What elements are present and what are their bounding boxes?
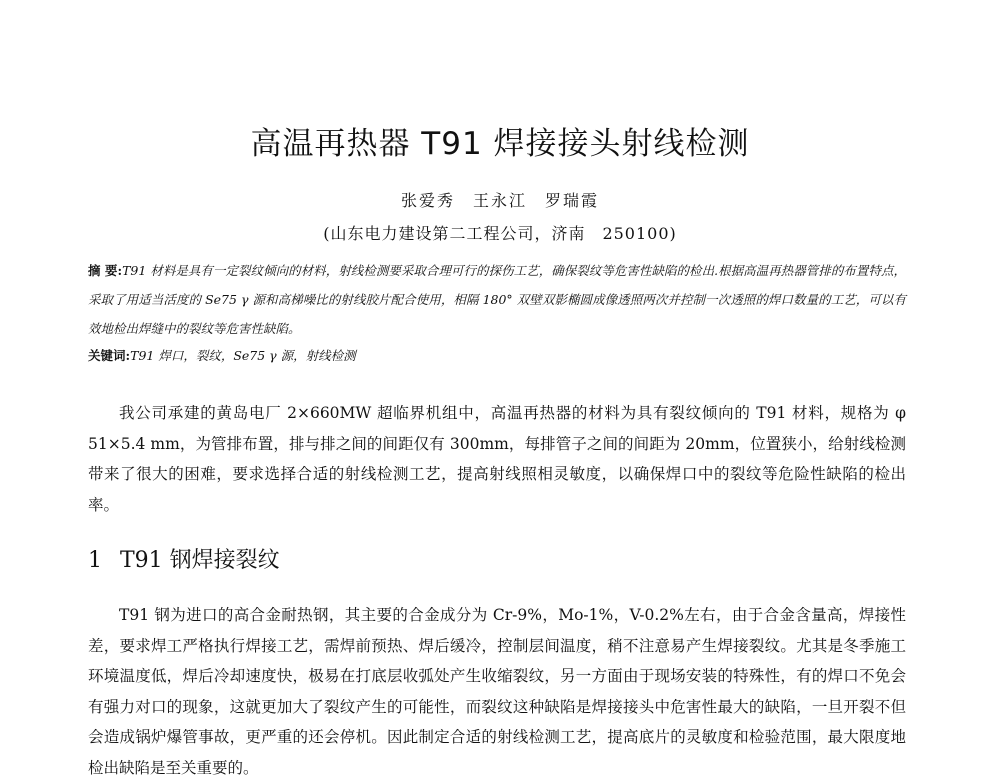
abstract <box>88 256 906 343</box>
section-title: T91 钢焊接裂纹 <box>120 548 280 573</box>
author-list: 张爱秀 王永江 罗瑞霞 <box>400 191 599 210</box>
section-heading <box>88 543 280 574</box>
abstract-label: 摘 要: <box>88 263 123 278</box>
keywords-label: 关键词: <box>88 348 131 363</box>
intro-paragraph: 我公司承建的黄岛电厂 2×660MW 超临界机组中，高温再热器的材料为具有裂纹倾向的 T91 材料，规格为 φ 51×5.4 mm，为管排布置，排与排之间的间距仅有 300mm，每排管子之间的间距为 20mm，位置狭小，给射线检测带来了很大的困难，要求选择合适的射线检测工艺，提高射线照相灵敏度，以确保焊口中的裂纹等危险性缺陷的检出率。 <box>88 404 906 514</box>
section-number: 1 <box>88 548 102 573</box>
affiliation: (山东电力建设第二工程公司，济南 250100) <box>323 224 677 243</box>
abstract-text: T91 材料是具有一定裂纹倾向的材料，射线检测要采取合理可行的探伤工艺，确保裂纹等危害性缺陷的检出.根据高温再热器管排的布置特点，采取了用适当活度的 Se75 γ 源和高梯噪比的射线胶片配合使用，相隔 180° 双壁双影椭圆成像透照两次并控制一次透照的焊口数量的工艺，可以有效地检出焊缝中的裂纹等危害性缺陷。 <box>88 263 906 336</box>
section-paragraph: T91 钢为进口的高合金耐热钢，其主要的合金成分为 Cr-9%，Mo-1%，V-0.2%左右，由于合金含量高，焊接性差，要求焊工严格执行焊接工艺，需焊前预热、焊后缓冷，控制层间温度，稍不注意易产生焊接裂纹。尤其是冬季施工环境温度低，焊后冷却速度快，极易在打底层收弧处产生收缩裂纹，另一方面由于现场安装的特殊性，有的焊口不免会有强力对口的现象，这就更加大了裂纹产生的可能性，而裂纹这种缺陷是焊接接头中危害性最大的缺陷，一旦开裂不但会造成锅炉爆管事故，更严重的还会停机。因此制定合适的射线检测工艺，提高底片的灵敏度和检验范围，最大限度地检出缺陷是至关重要的。 <box>88 606 906 777</box>
keywords-text: T91 焊口，裂纹，Se75 γ 源，射线检测 <box>130 348 356 363</box>
paper-title: 高温再热器 T91 焊接接头射线检测 <box>250 126 750 162</box>
keywords <box>88 342 906 370</box>
